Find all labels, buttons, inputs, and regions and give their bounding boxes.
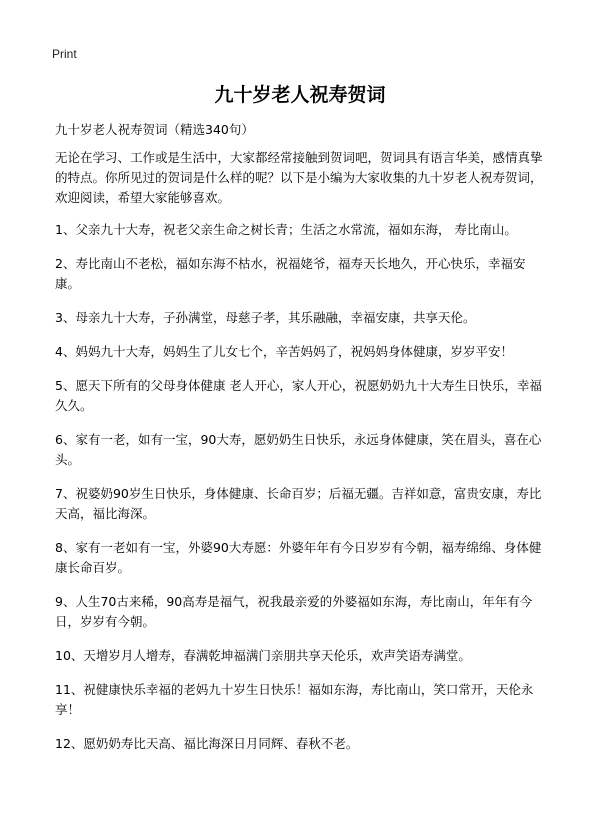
greeting-item-9: 9、人生70古来稀，90高寿是福气，祝我最亲爱的外婆福如东海，寿比南山，年年有今日，岁岁有今朝。 bbox=[55, 594, 533, 629]
print-link[interactable]: Print bbox=[52, 47, 77, 61]
greeting-item-8: 8、家有一老如有一宝，外婆90大寿愿：外婆年年有今日岁岁有今朝，福寿绵绵、身体健康长命百岁。 bbox=[55, 540, 542, 575]
greeting-item-10: 10、天增岁月人增寿，春满乾坤福满门亲朋共享天伦乐，欢声笑语寿满堂。 bbox=[55, 648, 471, 663]
document-body bbox=[55, 148, 549, 768]
greeting-item-1: 1、父亲九十大寿，祝老父亲生命之树长青；生活之水常流，福如东海， 寿比南山。 bbox=[55, 222, 517, 237]
greeting-item-5: 5、愿天下所有的父母身体健康 老人开心，家人开心，祝愿奶奶九十大寿生日快乐，幸福久久。 bbox=[55, 378, 542, 413]
greeting-item-11: 11、祝健康快乐幸福的老妈九十岁生日快乐！福如东海，寿比南山，笑口常开，天伦永享！ bbox=[55, 682, 534, 717]
greeting-item-12: 12、愿奶奶寿比天高、福比海深日月同辉、春秋不老。 bbox=[55, 736, 359, 751]
document-subtitle: 九十岁老人祝寿贺词（精选340句） bbox=[55, 122, 254, 137]
greeting-item-4: 4、妈妈九十大寿，妈妈生了儿女七个，辛苦妈妈了，祝妈妈身体健康，岁岁平安！ bbox=[55, 344, 513, 359]
greeting-item-6: 6、家有一老，如有一宝，90大寿，愿奶奶生日快乐，永远身体健康，笑在眉头，喜在心头。 bbox=[55, 432, 542, 467]
greeting-item-3: 3、母亲九十大寿，子孙满堂，母慈子孝，其乐融融，幸福安康，共享天伦。 bbox=[55, 310, 476, 325]
greeting-item-2: 2、寿比南山不老松，福如东海不枯水，祝福姥爷，福寿天长地久，开心快乐，幸福安康。 bbox=[55, 256, 526, 291]
page-title: 九十岁老人祝寿贺词 bbox=[214, 84, 386, 106]
greeting-item-7: 7、祝婆奶90岁生日快乐，身体健康、长命百岁；后福无疆。吉祥如意，富贵安康，寿比天高，福比海深。 bbox=[55, 486, 542, 521]
intro-paragraph: 无论在学习、工作或是生活中，大家都经常接触到贺词吧，贺词具有语言华美，感情真挚的特点。你所见过的贺词是什么样的呢？以下是小编为大家收集的九十岁老人祝寿贺词，欢迎阅读，希望大家能够喜欢。 bbox=[55, 150, 543, 205]
